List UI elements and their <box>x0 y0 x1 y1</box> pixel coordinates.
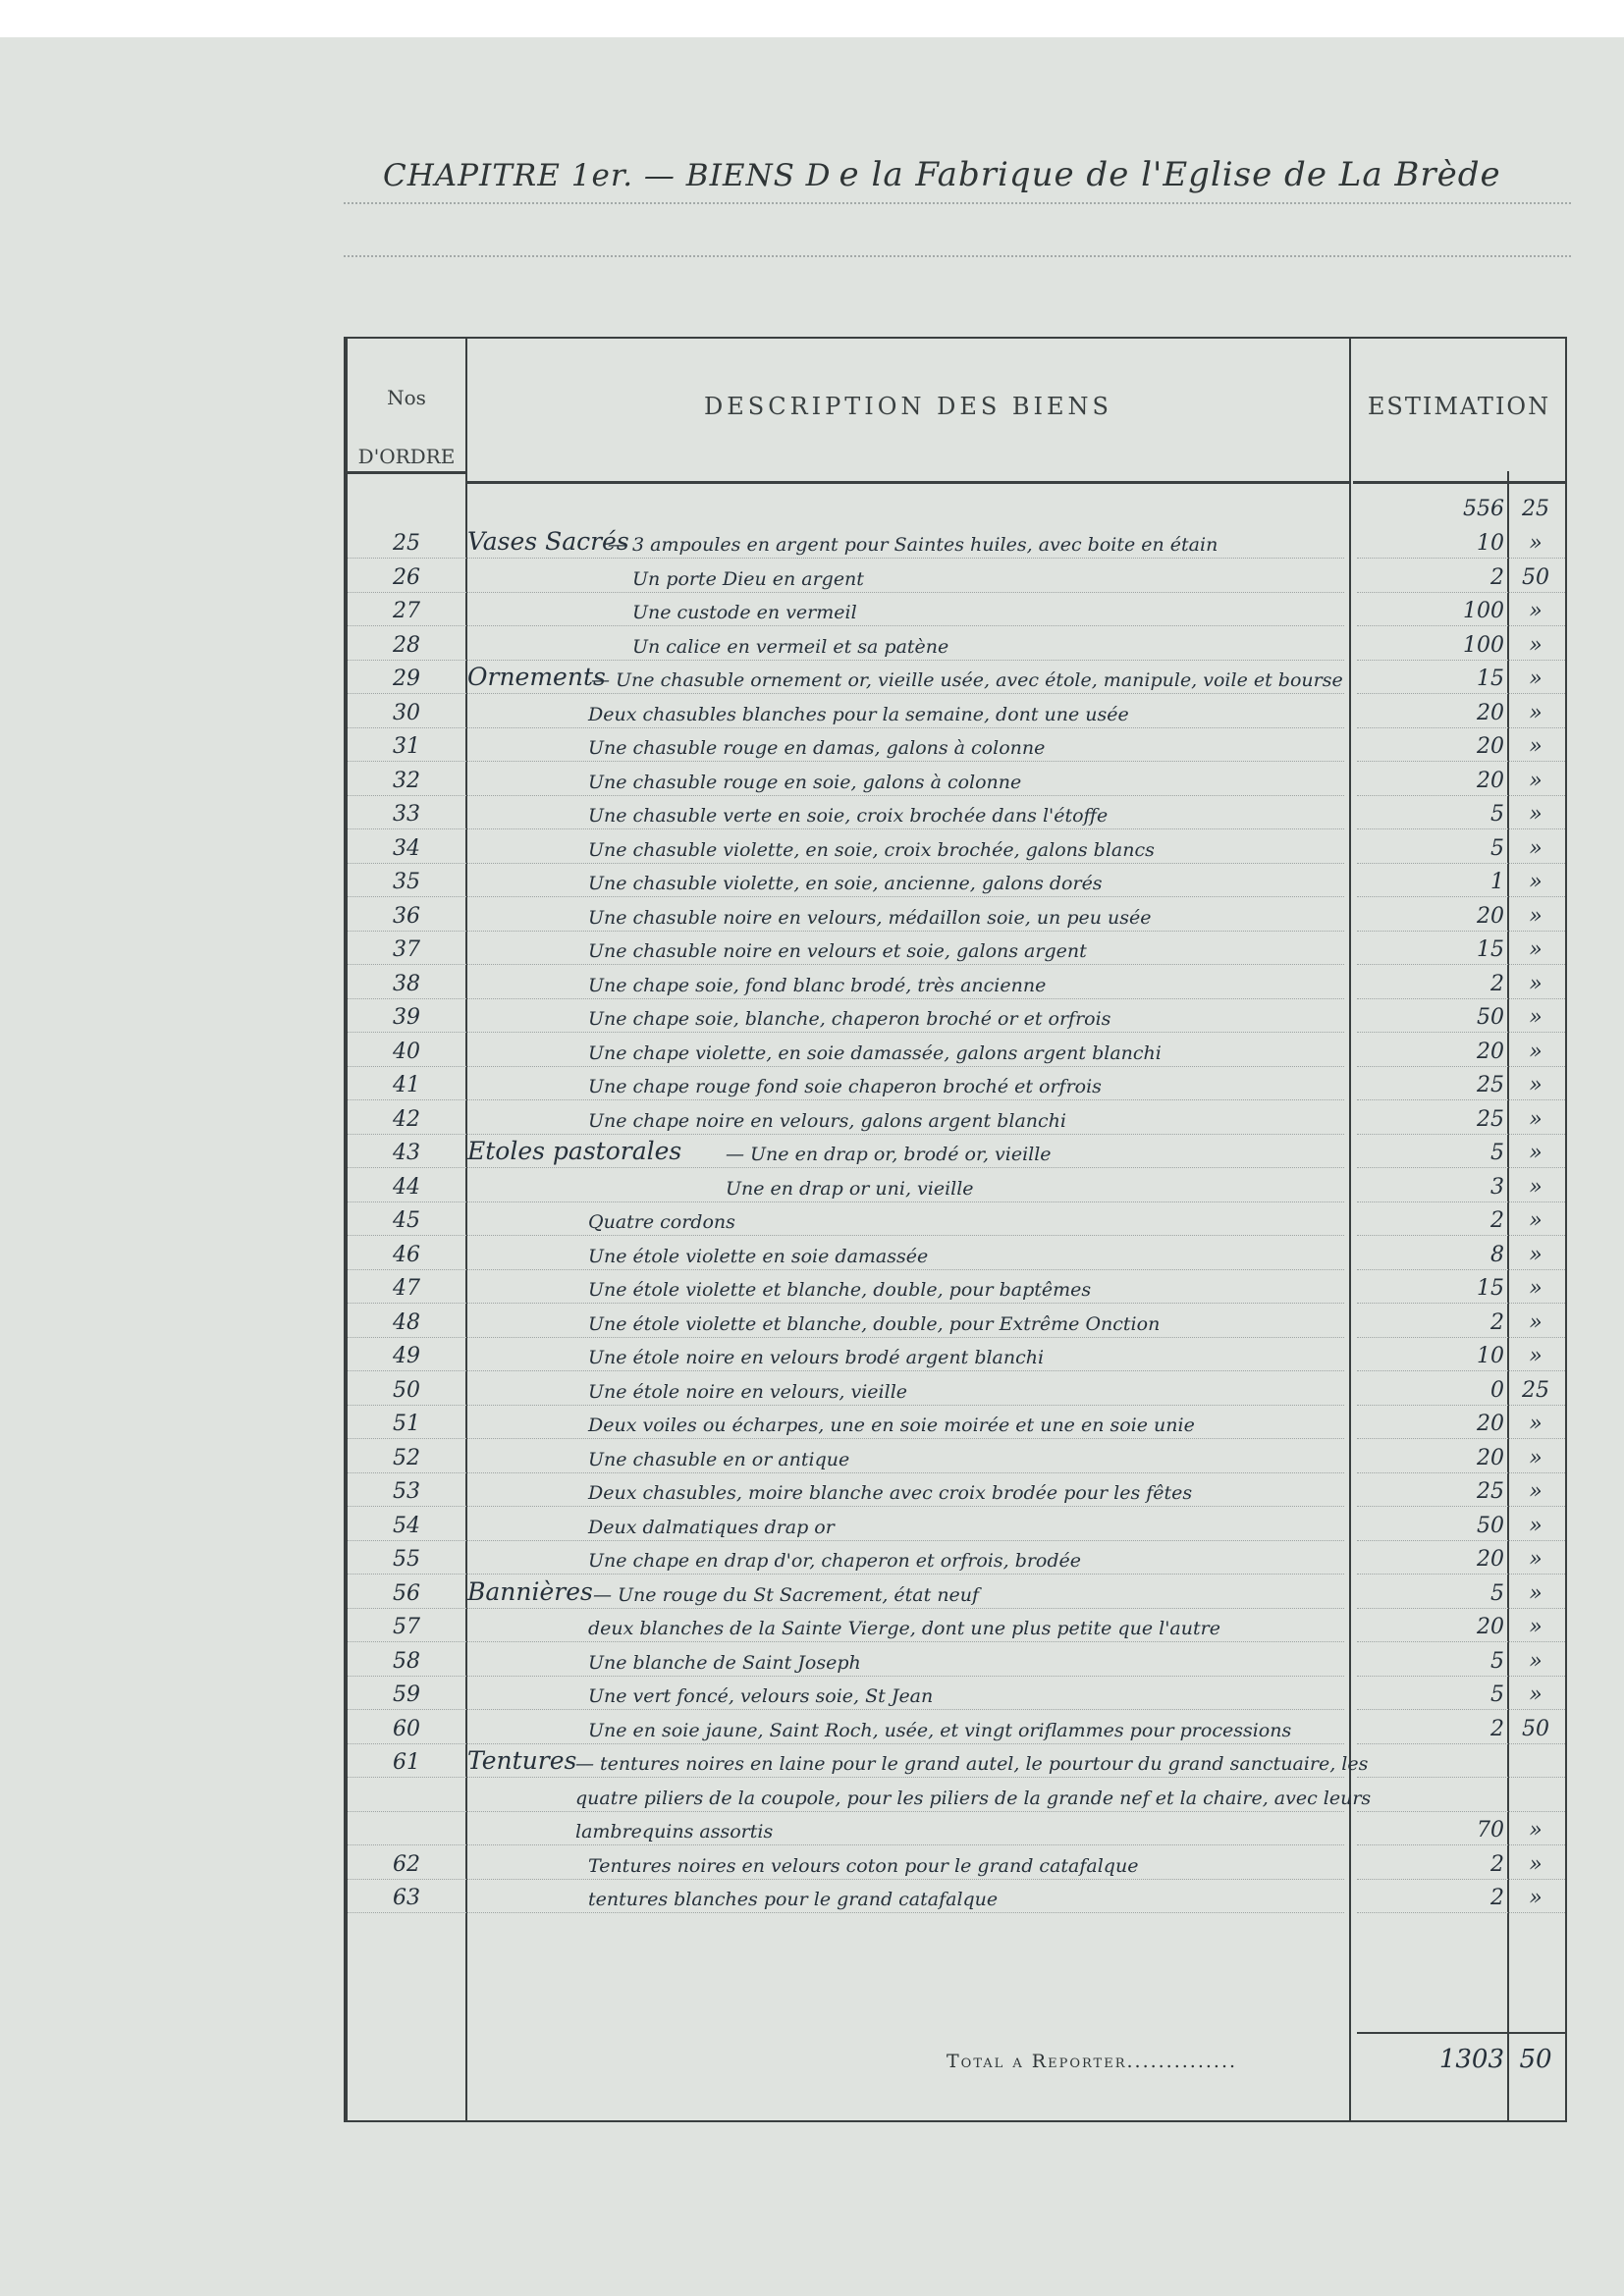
table-row <box>348 796 1565 829</box>
estimation-francs: 20 <box>1477 700 1504 725</box>
item-description: Une chape soie, blanche, chaperon broché or et orfrois <box>588 1008 1111 1030</box>
table-row <box>348 1202 1565 1236</box>
item-description: Une en drap or uni, vieille <box>726 1177 974 1200</box>
order-number: 43 <box>393 1141 420 1165</box>
estimation-francs: 5 <box>1490 1141 1504 1165</box>
order-number: 40 <box>393 1039 420 1064</box>
estimation-francs: 50 <box>1477 1005 1504 1030</box>
table-row <box>348 1473 1565 1507</box>
estimation-cents: » <box>1529 1106 1543 1132</box>
header-rule <box>467 481 1349 484</box>
estimation-francs: 20 <box>1477 1547 1504 1572</box>
estimation-cents: 50 <box>1522 1716 1549 1741</box>
order-number: 36 <box>393 903 420 929</box>
estimation-francs: 10 <box>1477 531 1504 556</box>
header-order-line2: D'ORDRE <box>357 445 456 468</box>
table-row <box>348 864 1565 897</box>
estimation-francs: 15 <box>1477 1276 1504 1301</box>
category-label: Bannières <box>467 1576 593 1606</box>
item-description: — 3 ampoules en argent pour Saintes huiles, avec boite en étain <box>608 534 1218 556</box>
estimation-cents: » <box>1529 768 1543 793</box>
header-estimation: ESTIMATION <box>1367 393 1551 420</box>
estimation-francs: 5 <box>1490 1682 1504 1707</box>
estimation-cents: » <box>1529 734 1543 759</box>
item-description: Une chape en drap d'or, chaperon et orfrois, brodée <box>588 1550 1082 1572</box>
order-number: 59 <box>393 1682 420 1707</box>
item-description: Deux voiles ou écharpes, une en soie moirée et une en soie unie <box>588 1415 1195 1436</box>
order-number: 30 <box>393 700 420 725</box>
table-row <box>348 1575 1565 1609</box>
table-row <box>348 1372 1565 1406</box>
order-number: 50 <box>393 1377 420 1403</box>
table-row <box>348 1305 1565 1338</box>
heading-handwritten: e la Fabrique de l'Eglise de La Brède <box>839 155 1501 194</box>
estimation-cents: » <box>1529 1818 1543 1842</box>
estimation-francs: 20 <box>1477 734 1504 759</box>
table-row <box>348 728 1565 762</box>
order-number: 42 <box>393 1106 420 1132</box>
estimation-francs: 20 <box>1477 1039 1504 1064</box>
estimation-cents: » <box>1529 1648 1543 1674</box>
item-description: Une étole noire en velours, vieille <box>588 1380 908 1403</box>
total-cents: 50 <box>1519 2045 1552 2074</box>
carried-forward-row <box>348 491 1565 524</box>
table-row <box>348 1237 1565 1270</box>
heading-dotted-line <box>344 255 1571 257</box>
estimation-cents: » <box>1529 1309 1543 1335</box>
item-description: Deux dalmatiques drap or <box>588 1516 835 1538</box>
estimation-cents: » <box>1529 599 1543 623</box>
order-number: 31 <box>393 734 420 759</box>
table-row <box>348 1406 1565 1439</box>
item-description: Une chasuble en or antique <box>588 1448 850 1470</box>
order-number: 41 <box>393 1073 420 1097</box>
estimation-francs: 20 <box>1477 1445 1504 1470</box>
item-description: Une chasuble violette, en soie, croix brochée, galons blancs <box>588 838 1155 861</box>
table-row <box>348 1135 1565 1168</box>
item-description: Une chasuble noire en velours, médaillon soie, un peu usée <box>588 906 1152 929</box>
estimation-cents: » <box>1529 1005 1543 1030</box>
order-number: 47 <box>393 1276 420 1301</box>
order-number: 44 <box>393 1174 420 1200</box>
item-description: Deux chasubles, moire blanche avec croix brodée pour les fêtes <box>588 1482 1193 1504</box>
heading-dotted-line <box>344 202 1571 204</box>
estimation-francs: 2 <box>1490 1851 1504 1877</box>
estimation-cents: » <box>1529 1513 1543 1538</box>
table-row <box>348 1270 1565 1304</box>
item-description: Une chape noire en velours, galons argent blanchi <box>588 1109 1066 1132</box>
item-description: Une chasuble noire en velours et soie, galons argent <box>588 940 1087 962</box>
table-row <box>348 1744 1565 1778</box>
table-row <box>348 966 1565 999</box>
item-description: Une vert foncé, velours soie, St Jean <box>588 1685 934 1707</box>
carried-forward-cents: 25 <box>1522 497 1549 521</box>
order-number: 26 <box>393 564 420 590</box>
item-description: Une blanche de Saint Joseph <box>588 1651 861 1674</box>
table-row <box>348 1779 1565 1812</box>
item-description: Une chape violette, en soie damassée, galons argent blanchi <box>588 1041 1162 1064</box>
estimation-cents: » <box>1529 1344 1543 1368</box>
table-row <box>348 560 1565 593</box>
estimation-cents: » <box>1529 1682 1543 1707</box>
header-rule <box>1353 481 1565 484</box>
estimation-francs: 100 <box>1463 632 1504 658</box>
estimation-francs: 15 <box>1477 937 1504 962</box>
table-row <box>348 1169 1565 1202</box>
estimation-cents: » <box>1529 1208 1543 1233</box>
order-number: 61 <box>393 1750 420 1775</box>
table-row <box>348 695 1565 728</box>
order-number: 32 <box>393 768 420 793</box>
total-rule <box>1357 2032 1565 2034</box>
order-number: 60 <box>393 1716 420 1741</box>
estimation-francs: 10 <box>1477 1344 1504 1368</box>
table-row <box>348 1677 1565 1710</box>
order-number: 33 <box>393 802 420 827</box>
table-row <box>348 763 1565 796</box>
order-number: 54 <box>393 1513 420 1538</box>
estimation-cents: » <box>1529 1851 1543 1877</box>
estimation-francs: 5 <box>1490 835 1504 861</box>
estimation-francs: 20 <box>1477 768 1504 793</box>
estimation-cents: » <box>1529 1886 1543 1910</box>
order-number: 62 <box>393 1851 420 1877</box>
item-description: lambrequins assortis <box>575 1821 774 1842</box>
estimation-cents: » <box>1529 667 1543 691</box>
item-description: Un porte Dieu en argent <box>632 567 864 590</box>
estimation-cents: » <box>1529 1479 1543 1504</box>
item-description: Une étole violette en soie damassée <box>588 1245 929 1267</box>
table-row <box>348 1508 1565 1541</box>
item-description: quatre piliers de la coupole, pour les piliers de la grande nef et la chaire, avec leurs <box>575 1787 1372 1809</box>
item-description: Une chape rouge fond soie chaperon broché et orfrois <box>588 1076 1102 1097</box>
estimation-francs: 5 <box>1490 1580 1504 1606</box>
estimation-cents: » <box>1529 1276 1543 1301</box>
estimation-francs: 2 <box>1490 971 1504 996</box>
estimation-francs: 1 <box>1490 870 1504 894</box>
item-description: Quatre cordons <box>588 1211 735 1233</box>
category-label: Vases Sacrés <box>467 527 629 556</box>
table-row <box>348 1711 1565 1744</box>
order-number: 48 <box>393 1309 420 1335</box>
order-number: 56 <box>393 1580 420 1606</box>
total-francs: 1303 <box>1438 2045 1504 2074</box>
estimation-cents: » <box>1529 700 1543 725</box>
estimation-francs: 2 <box>1490 1309 1504 1335</box>
estimation-francs: 5 <box>1490 802 1504 827</box>
estimation-francs: 2 <box>1490 1716 1504 1741</box>
order-number: 57 <box>393 1615 420 1639</box>
order-number: 27 <box>393 599 420 623</box>
carried-forward-francs: 556 <box>1463 497 1504 521</box>
order-number: 25 <box>393 531 420 556</box>
item-description: deux blanches de la Sainte Vierge, dont une plus petite que l'autre <box>588 1618 1220 1639</box>
estimation-francs: 3 <box>1490 1174 1504 1200</box>
item-description: Une chasuble violette, en soie, ancienne, galons dorés <box>588 873 1103 894</box>
order-number: 49 <box>393 1344 420 1368</box>
estimation-francs: 15 <box>1477 667 1504 691</box>
order-number: 39 <box>393 1005 420 1030</box>
table-row <box>348 627 1565 661</box>
estimation-francs: 2 <box>1490 564 1504 590</box>
category-label: Ornements <box>467 663 606 691</box>
table-row <box>348 999 1565 1033</box>
category-label: Etoles pastorales <box>467 1137 682 1165</box>
item-description: tentures blanches pour le grand catafalque <box>588 1889 999 1910</box>
order-number: 55 <box>393 1547 420 1572</box>
heading-printed: CHAPITRE 1er. — BIENS D <box>383 158 832 193</box>
order-number: 45 <box>393 1208 420 1233</box>
inventory-table <box>344 337 1567 2122</box>
item-description: — tentures noires en laine pour le grand autel, le pourtour du grand sanctuaire, les <box>575 1753 1369 1775</box>
item-description: — Une chasuble ornement or, vieille usée, avec étole, manipule, voile et bourse <box>591 669 1343 691</box>
table-row <box>348 1338 1565 1371</box>
order-number: 28 <box>393 632 420 658</box>
estimation-cents: » <box>1529 1073 1543 1097</box>
row-rule <box>1357 1912 1565 1913</box>
page-heading <box>383 155 1501 194</box>
table-row <box>348 1541 1565 1575</box>
estimation-cents: » <box>1529 1580 1543 1606</box>
estimation-francs: 20 <box>1477 1615 1504 1639</box>
estimation-francs: 70 <box>1477 1818 1504 1842</box>
item-description: Une en soie jaune, Saint Roch, usée, et vingt oriflammes pour processions <box>588 1719 1292 1741</box>
order-number: 51 <box>393 1412 420 1436</box>
item-description: Une custode en vermeil <box>632 602 857 623</box>
table-row <box>348 1846 1565 1880</box>
table-row <box>348 1440 1565 1473</box>
table-row <box>348 525 1565 559</box>
order-number: 35 <box>393 870 420 894</box>
table-row <box>348 1609 1565 1642</box>
table-row <box>348 898 1565 932</box>
table-row <box>348 661 1565 694</box>
estimation-cents: 50 <box>1522 564 1549 590</box>
estimation-francs: 5 <box>1490 1648 1504 1674</box>
item-description: Une chasuble rouge en damas, galons à colonne <box>588 737 1046 759</box>
estimation-cents: 25 <box>1522 1377 1549 1403</box>
item-description: Une chape soie, fond blanc brodé, très ancienne <box>588 974 1047 996</box>
estimation-cents: » <box>1529 1242 1543 1267</box>
table-row <box>348 593 1565 626</box>
estimation-francs: 2 <box>1490 1886 1504 1910</box>
estimation-francs: 50 <box>1477 1513 1504 1538</box>
estimation-francs: 2 <box>1490 1208 1504 1233</box>
item-description: Une étole noire en velours brodé argent blanchi <box>588 1347 1045 1368</box>
table-row <box>348 1643 1565 1677</box>
header-description: DESCRIPTION DES BIENS <box>704 393 1112 420</box>
register-page <box>0 37 1624 2296</box>
estimation-cents: » <box>1529 1141 1543 1165</box>
estimation-francs: 8 <box>1490 1242 1504 1267</box>
item-description: Un calice en vermeil et sa patène <box>632 635 949 658</box>
order-number: 34 <box>393 835 420 861</box>
table-row <box>348 932 1565 965</box>
item-description: — Une rouge du St Sacrement, état neuf <box>593 1583 980 1606</box>
estimation-cents: » <box>1529 1615 1543 1639</box>
table-row <box>348 1034 1565 1067</box>
estimation-cents: » <box>1529 1039 1543 1064</box>
estimation-cents: » <box>1529 632 1543 658</box>
estimation-cents: » <box>1529 971 1543 996</box>
order-number: 63 <box>393 1886 420 1910</box>
order-number: 52 <box>393 1445 420 1470</box>
estimation-cents: » <box>1529 835 1543 861</box>
estimation-cents: » <box>1529 903 1543 929</box>
estimation-francs: 20 <box>1477 1412 1504 1436</box>
estimation-cents: » <box>1529 1174 1543 1200</box>
item-description: Une étole violette et blanche, double, pour baptêmes <box>588 1279 1092 1301</box>
table-row <box>348 1101 1565 1135</box>
header-order-number <box>348 368 465 486</box>
item-description: Tentures noires en velours coton pour le grand catafalque <box>588 1854 1139 1877</box>
item-description: Une chasuble rouge en soie, galons à colonne <box>588 771 1022 793</box>
estimation-cents: » <box>1529 870 1543 894</box>
item-description: Une étole violette et blanche, double, pour Extrême Onction <box>588 1312 1161 1335</box>
order-number: 58 <box>393 1648 420 1674</box>
estimation-cents: » <box>1529 1445 1543 1470</box>
order-number: 37 <box>393 937 420 962</box>
order-number: 53 <box>393 1479 420 1504</box>
order-number: 46 <box>393 1242 420 1267</box>
estimation-francs: 100 <box>1463 599 1504 623</box>
category-label: Tentures <box>467 1746 577 1775</box>
estimation-francs: 0 <box>1490 1377 1504 1403</box>
order-number: 38 <box>393 971 420 996</box>
estimation-cents: » <box>1529 802 1543 827</box>
table-row <box>348 1812 1565 1845</box>
estimation-francs: 25 <box>1477 1106 1504 1132</box>
estimation-cents: » <box>1529 937 1543 962</box>
row-rule <box>348 1912 1344 1913</box>
estimation-francs: 20 <box>1477 903 1504 929</box>
header-order-line1: Nos <box>387 386 426 409</box>
estimation-francs: 25 <box>1477 1479 1504 1504</box>
table-row <box>348 830 1565 864</box>
table-row <box>348 1067 1565 1100</box>
item-description: — Une en drap or, brodé or, vieille <box>726 1144 1052 1165</box>
item-description: Deux chasubles blanches pour la semaine, dont une usée <box>588 703 1129 725</box>
estimation-cents: » <box>1529 1547 1543 1572</box>
total-label: Total a Reporter.............. <box>947 2051 1238 2072</box>
table-row <box>348 1880 1565 1913</box>
order-number: 29 <box>393 667 420 691</box>
estimation-cents: » <box>1529 1412 1543 1436</box>
item-description: Une chasuble verte en soie, croix brochée dans l'étoffe <box>588 805 1109 827</box>
estimation-francs: 25 <box>1477 1073 1504 1097</box>
estimation-cents: » <box>1529 531 1543 556</box>
